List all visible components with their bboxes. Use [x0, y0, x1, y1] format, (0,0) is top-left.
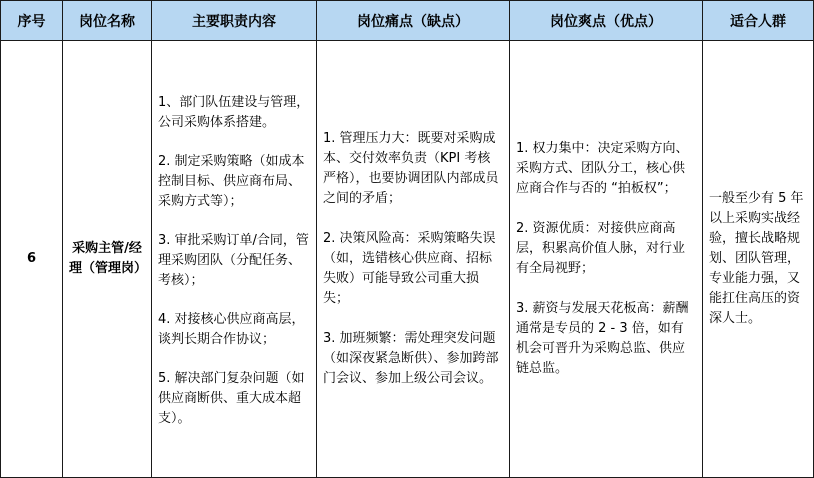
row-pain-points: [317, 41, 510, 478]
row-index: 6: [1, 41, 63, 478]
duty-item: 5. 解决部门复杂问题（如供应商断供、重大成本超支）。: [158, 371, 305, 426]
row-suitable: [703, 41, 814, 478]
header-duties: 主要职责内容: [152, 1, 317, 41]
highlight-item: 1. 权力集中：决定采购方向、采购方式、团队分工，核心供应商合作与否的 “拍板权”；: [516, 141, 689, 196]
duty-item: 2. 制定采购策略（如成本控制目标、供应商布局、采购方式等）；: [158, 154, 305, 209]
header-index: 序号: [1, 1, 63, 41]
row-post: 采购主管/经理（管理岗）: [63, 41, 152, 478]
pain-point-item: 2. 决策风险高：采购策略失误（如，选错核心供应商、招标失败）可能导致公司重大损失；: [323, 231, 496, 306]
header-post: 岗位名称: [63, 1, 152, 41]
row-duties: [152, 41, 317, 478]
pain-point-item: 3. 加班频繁：需处理突发问题（如深夜紧急断供）、参加跨部门会议、参加上级公司会议。: [323, 331, 499, 386]
duty-item: 4. 对接核心供应商高层，谈判长期合作协议；: [158, 312, 305, 347]
highlight-item: 2. 资源优质：对接供应商高层，积累高价值人脉，对行业有全局视野；: [516, 221, 686, 276]
header-suitable: 适合人群: [703, 1, 814, 41]
duty-item: 3. 审批采购订单/合同，管理采购团队（分配任务、考核）；: [158, 233, 309, 288]
table-row: [1, 41, 814, 478]
pain-point-item: 1. 管理压力大：既要对采购成本、交付效率负责（KPI 考核严格），也要协调团队内部成员之间的矛盾；: [323, 131, 499, 206]
duty-item: 1、部门队伍建设与管理，公司采购体系搭建。: [158, 95, 310, 130]
header-highlights: 岗位爽点（优点）: [510, 1, 703, 41]
row-highlights: [510, 41, 703, 478]
header-row: [1, 1, 814, 41]
suitable-text: 一般至少有 5 年以上采购实战经验，擅长战略规划、团队管理，专业能力强，又能扛住高压的资深人士。: [709, 191, 804, 326]
header-pain-points: 岗位痛点（缺点）: [317, 1, 510, 41]
highlight-item: 3. 薪资与发展天花板高：薪酬通常是专员的 2 - 3 倍，如有机会可晋升为采购总监、供应链总监。: [516, 301, 689, 376]
